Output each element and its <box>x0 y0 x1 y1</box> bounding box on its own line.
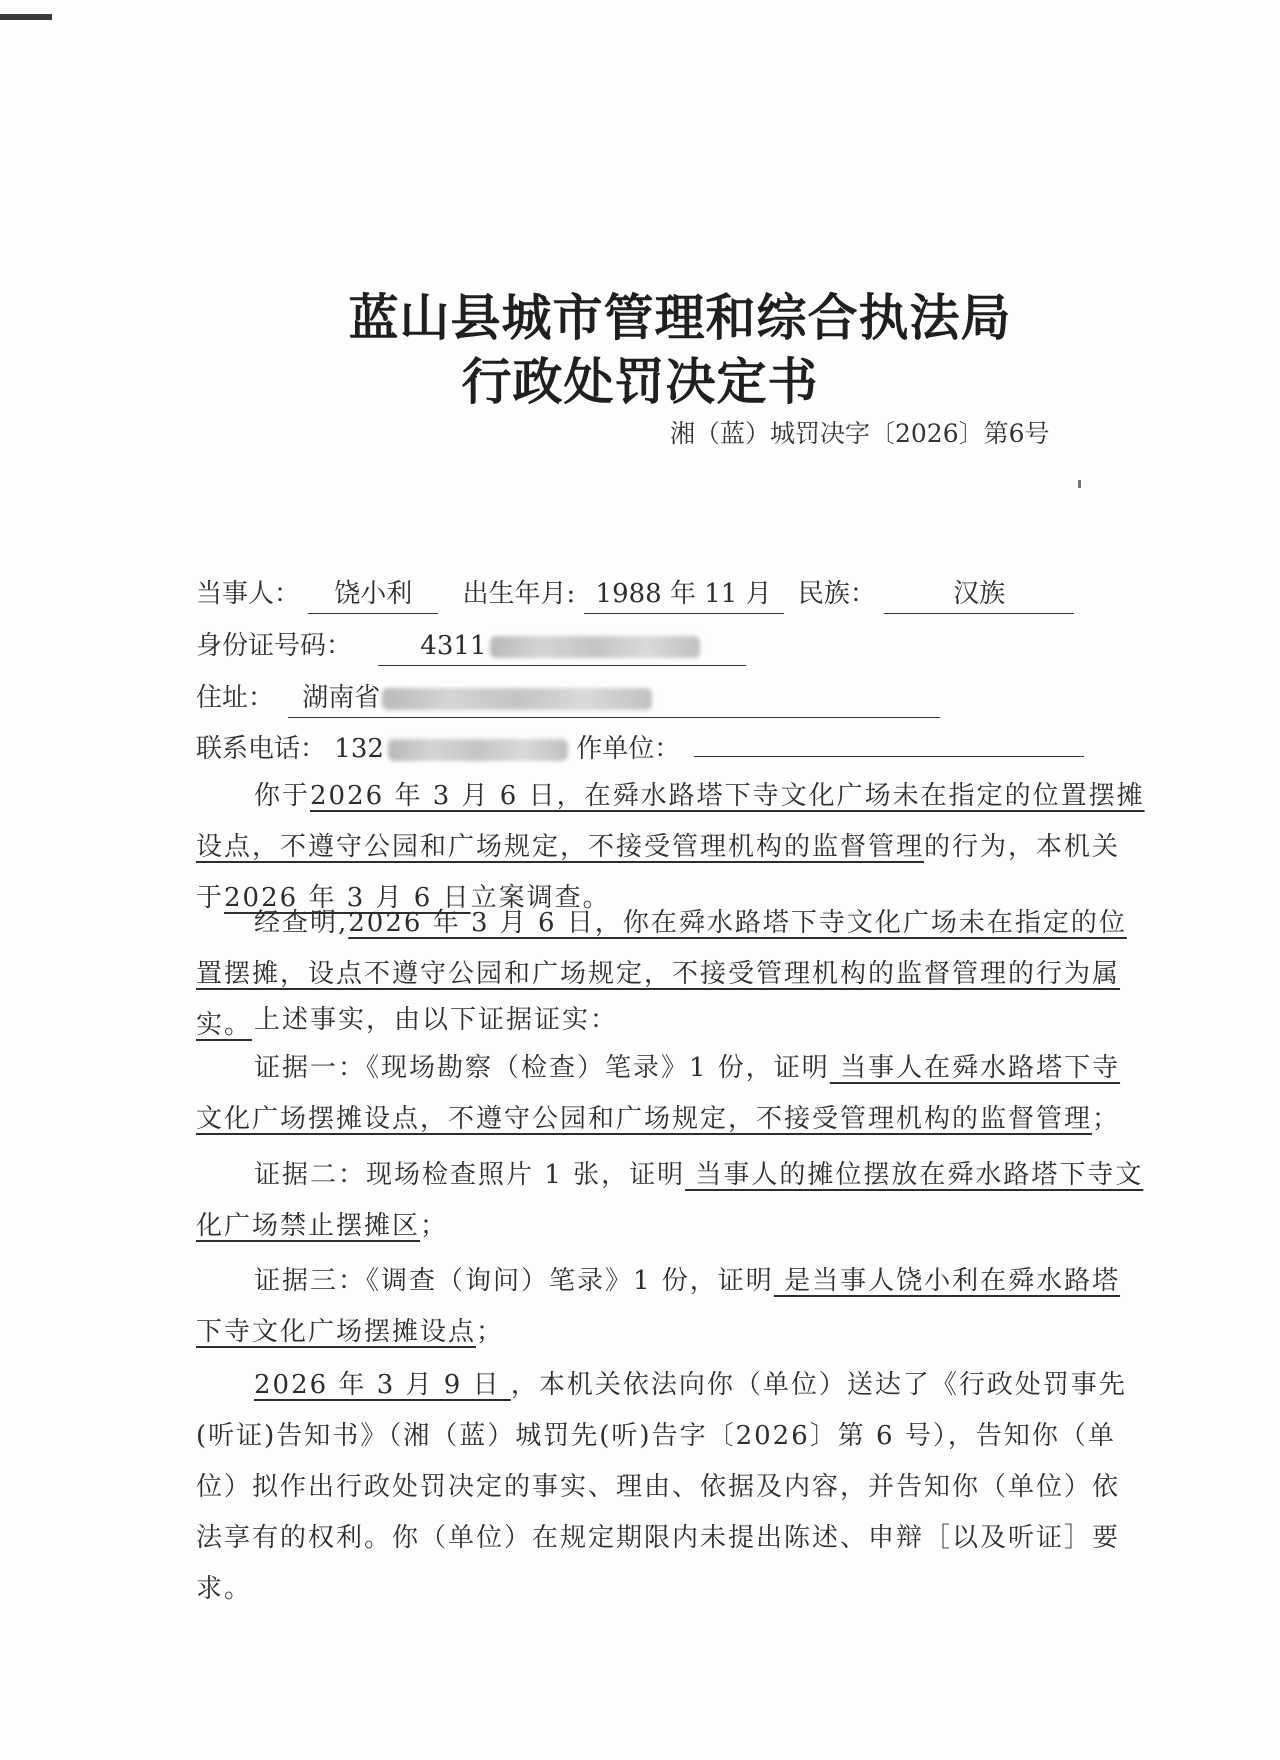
address-label: 住址： <box>196 683 275 713</box>
underlined-proof: 当事人的摊位摆放在舜水路塔下寺文化广场禁止摆摊区 <box>196 1160 1144 1241</box>
phone-label: 联系电话： <box>196 734 327 764</box>
notice-date: 2026 年 3 月 9 日 <box>254 1370 511 1400</box>
birth-label: 出生年月: <box>462 579 576 609</box>
text-run: 立案调查。 <box>470 883 611 913</box>
id-field <box>378 627 746 666</box>
redaction-blur <box>490 636 700 658</box>
work-unit-field <box>694 756 1084 757</box>
evidence-item-2 <box>196 1150 1146 1252</box>
address-visible: 湖南省 <box>302 683 381 713</box>
text-run: 你于 <box>254 781 311 811</box>
work-unit-label: 作单位： <box>576 734 681 764</box>
id-row <box>196 626 746 666</box>
ethnicity-value: 汉族 <box>884 575 1074 614</box>
text-run: 证据一：《现场勘察（检查）笔录》1 份，证明 <box>254 1053 830 1083</box>
text-run: ； <box>1092 1104 1121 1134</box>
party-name: 饶小利 <box>308 575 438 614</box>
text-run: ，本机关依法向你（单位）送达了《行政处罚事先(听证)告知书》（湘（蓝）城罚先(听)告字〔2026〕第 6 号），告知你（单位）拟作出行政处罚决定的事实、理由、依据及内容，并告知你（单位）依法享有的权利。你（单位）在规定期限内未提出陈述、申辩［以及听证］要求。 <box>196 1370 1127 1604</box>
underlined-findings: 2026 年 3 月 6 日，你在舜水路塔下寺文化广场未在指定的位置摆摊，设点不遵守公园和广场规定，不接受管理机构的监督管理的行为属实。 <box>196 908 1127 1040</box>
party-label: 当事人： <box>196 579 301 609</box>
document-number: 湘（蓝）城罚决字〔2026〕第6号 <box>670 419 1050 448</box>
scan-speck <box>1078 480 1081 488</box>
text-run: ； <box>420 1211 449 1241</box>
issuing-authority-title: 蓝山县城市管理和综合执法局 <box>348 288 1012 347</box>
text-run: 证据三：《调查（询问）笔录》1 份，证明 <box>254 1266 774 1296</box>
text-run: ； <box>476 1317 505 1347</box>
underlined-proof: 是当事人饶小利在舜水路塔下寺文化广场摆摊设点 <box>196 1266 1121 1347</box>
evidence-intro <box>196 995 1146 1046</box>
underlined-facts: 2026 年 3 月 6 日，在舜水路塔下寺文化广场未在指定的位置摆摊设点，不遵守公园和广场规定，不接受管理机构的监督管理 <box>196 781 1145 862</box>
party-row <box>196 574 1074 614</box>
birth-date: 1988 年 11 月 <box>584 575 784 614</box>
phone-row <box>196 729 1084 769</box>
evidence-item-1 <box>196 1043 1146 1145</box>
id-visible-digits: 4311 <box>420 631 487 661</box>
underlined-proof: 当事人在舜水路塔下寺文化广场摆摊设点，不遵守公园和广场规定，不接受管理机构的监督管理 <box>196 1053 1121 1134</box>
notice-paragraph <box>196 1360 1146 1615</box>
id-label: 身份证号码： <box>196 631 353 661</box>
evidence-item-3 <box>196 1256 1146 1358</box>
phone-visible: 132 <box>334 734 384 764</box>
document-type-title: 行政处罚决定书 <box>461 352 819 411</box>
redaction-blur <box>382 688 652 710</box>
text-run: 证据二：现场检查照片 1 张，证明 <box>254 1160 686 1190</box>
ethnicity-label: 民族： <box>797 579 876 609</box>
address-row <box>196 678 940 718</box>
address-field <box>288 679 940 718</box>
scan-corner-mark <box>0 14 52 20</box>
redaction-blur <box>388 739 568 761</box>
text-run: 经查明, <box>254 908 349 938</box>
filing-date: 2026 年 3 月 6 日 <box>224 883 471 913</box>
text-run: 上述事实，由以下证据证实： <box>254 1005 619 1035</box>
text-run: 的行为，本机关于 <box>196 832 1121 913</box>
